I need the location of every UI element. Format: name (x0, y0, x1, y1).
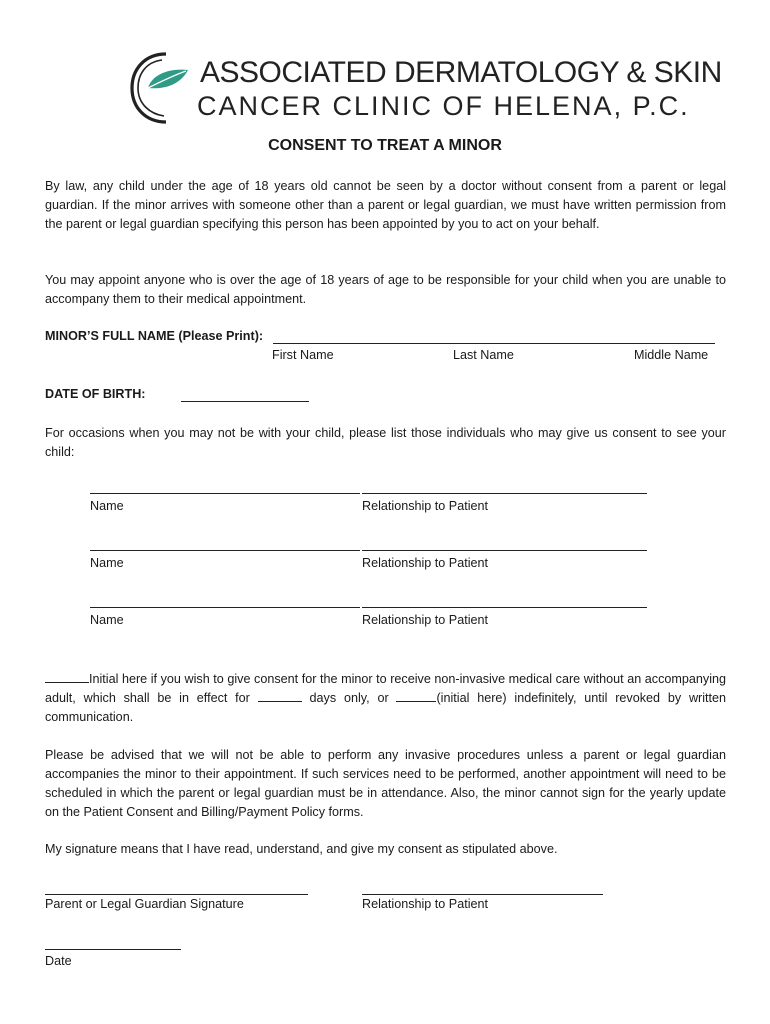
authorized-paragraph: For occasions when you may not be with your child, please list those individuals who may give us consent to see your child: (45, 426, 726, 459)
intro-paragraph: By law, any child under the age of 18 years old cannot be seen by a doctor without consent from a parent or legal guardian. If the minor arrives with someone other than a parent or legal guardian, we must have written permission from the parent or legal guardian specifying this person has been appointed by you to act on your behalf. (45, 179, 726, 231)
relationship-caption: Relationship to Patient (362, 556, 489, 570)
authorized-name-field[interactable] (90, 607, 360, 608)
appoint-paragraph: You may appoint anyone who is over the age of 18 years of age to be responsible for your child when you are unable to accompany them to their medical appointment. (45, 273, 726, 306)
signature-relationship-field[interactable] (362, 894, 603, 895)
authorized-relationship-field[interactable] (362, 550, 647, 551)
relationship-caption: Relationship to Patient (362, 613, 489, 627)
dob-label: DATE OF BIRTH: (45, 387, 146, 401)
initial-text-part1: Initial here if you wish to give consent for the minor to receive non-invasive medical care without an accompanying adult, which shall be in effect for (45, 672, 726, 705)
relationship-caption: Relationship to Patient (362, 499, 489, 513)
name-caption: Name (90, 556, 124, 570)
logo-title-line1: ASSOCIATED DERMATOLOGY & SKIN (200, 56, 722, 89)
date-field[interactable] (45, 949, 181, 950)
initial-consent-paragraph (45, 670, 726, 727)
signature-relationship-caption: Relationship to Patient (362, 897, 489, 911)
authorized-name-field[interactable] (90, 550, 360, 551)
guardian-signature-caption: Parent or Legal Guardian Signature (45, 897, 244, 911)
minor-name-field[interactable] (273, 343, 715, 344)
authorized-name-field[interactable] (90, 493, 360, 494)
leaf-logo-icon (126, 48, 196, 128)
first-name-caption: First Name (272, 348, 334, 362)
page-title: CONSENT TO TREAT A MINOR (268, 137, 502, 154)
invasive-procedures-paragraph: Please be advised that we will not be able to perform any invasive procedures unless a parent or legal guardian accompanies the minor to their appointment. If such services need to be performed, another appointment will need to be scheduled in which the parent or legal guardian must be in attendance. Also, the minor cannot sign for the yearly update on the Patient Consent and Billing/Payment Policy forms. (45, 748, 726, 819)
name-caption: Name (90, 499, 124, 513)
signature-statement: My signature means that I have read, understand, and give my consent as stipulated above. (45, 842, 558, 856)
authorized-relationship-field[interactable] (362, 607, 647, 608)
guardian-signature-field[interactable] (45, 894, 308, 895)
minor-name-label: MINOR’S FULL NAME (Please Print): (45, 329, 264, 343)
authorized-relationship-field[interactable] (362, 493, 647, 494)
middle-name-caption: Middle Name (634, 348, 709, 362)
initial-blank[interactable] (45, 670, 89, 683)
last-name-caption: Last Name (453, 348, 514, 362)
logo-title-line2: CANCER CLINIC OF HELENA, P.C. (197, 91, 690, 121)
days-blank[interactable] (258, 689, 302, 702)
initial-text-part3: (initial here) indefinitely, until revoked by written communication. (45, 691, 727, 724)
indefinite-initial-blank[interactable] (396, 689, 436, 702)
initial-text-part2: days only, or (309, 691, 389, 705)
date-caption: Date (45, 954, 72, 968)
name-caption: Name (90, 613, 124, 627)
dob-field[interactable] (181, 401, 309, 402)
